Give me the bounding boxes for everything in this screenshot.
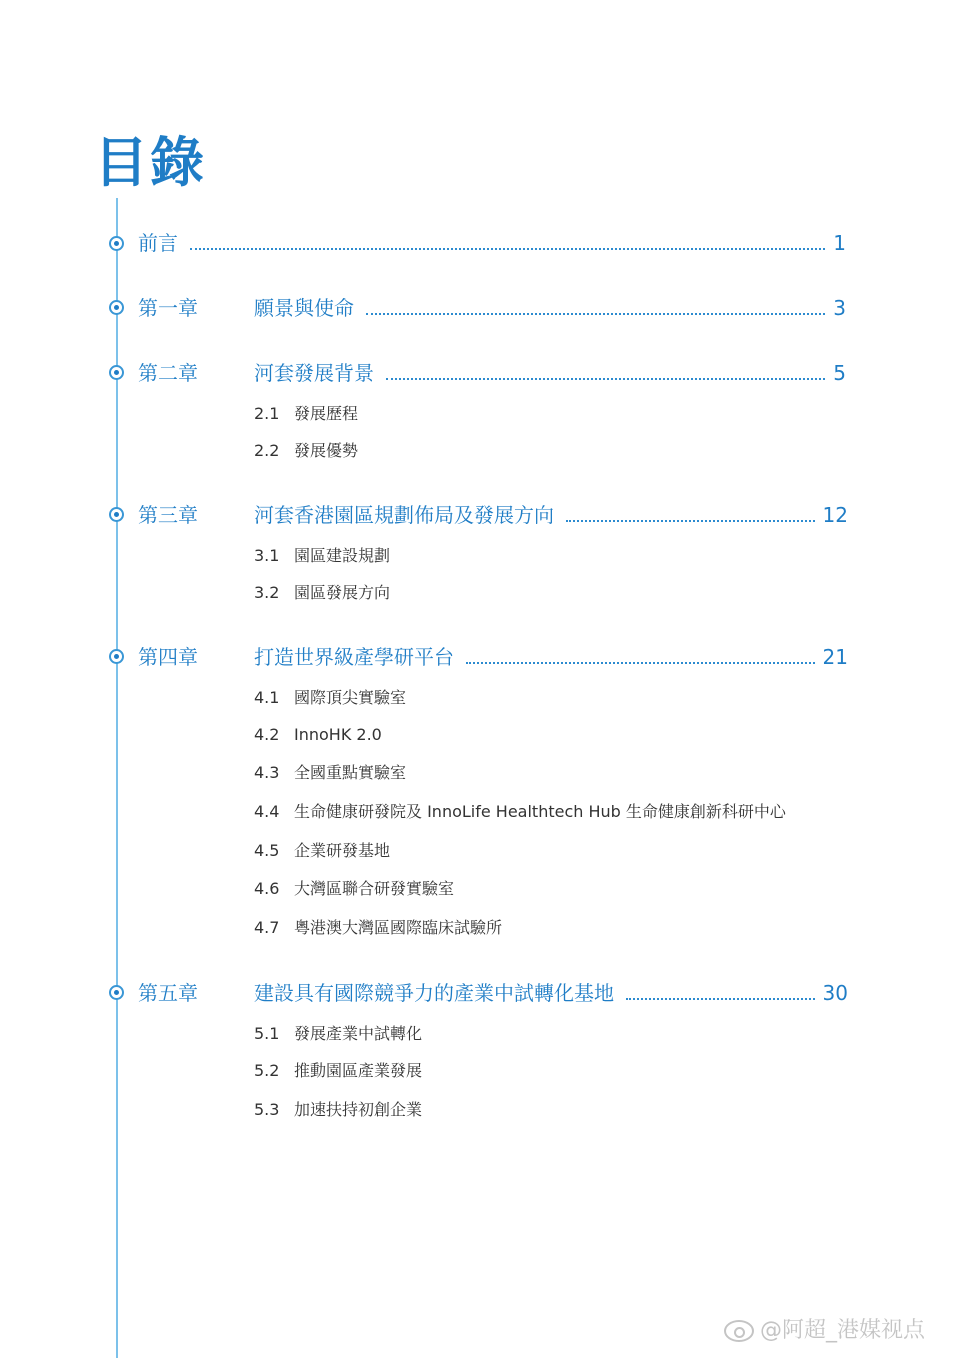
subentry-number: 3.2 — [254, 583, 280, 602]
bullet-icon — [109, 365, 124, 380]
entry-title: 打造世界級產學研平台 — [254, 645, 454, 669]
bullet-icon — [109, 236, 124, 251]
subentry-text: 粵港澳大灣區國際臨床試驗所 — [294, 918, 503, 937]
chapter-label: 第五章 — [138, 981, 198, 1005]
bullet-icon — [109, 985, 124, 1000]
dot-leader — [626, 998, 815, 1000]
toc-subentry[interactable] — [254, 878, 454, 900]
subentry-number: 4.5 — [254, 841, 280, 860]
toc-subentry[interactable] — [254, 1023, 422, 1045]
toc-subentry[interactable] — [254, 840, 390, 862]
subentry-text: 大灣區聯合研發實驗室 — [294, 879, 455, 898]
bullet-icon — [109, 507, 124, 522]
subentry-number: 4.2 — [254, 725, 280, 744]
chapter-label: 第一章 — [138, 296, 198, 320]
subentry-text: 企業研發基地 — [294, 841, 391, 860]
toc-subentry[interactable] — [254, 724, 382, 746]
dot-leader — [190, 248, 825, 250]
entry-page: 21 — [822, 645, 848, 669]
toc-subentry[interactable] — [254, 917, 502, 939]
entry-title: 建設具有國際競爭力的產業中試轉化基地 — [254, 981, 614, 1005]
subentry-number: 5.3 — [254, 1100, 280, 1119]
subentry-text: 發展產業中試轉化 — [294, 1024, 423, 1043]
page-title: 目錄 — [94, 131, 206, 194]
subentry-text: 園區建設規劃 — [294, 546, 391, 565]
dot-leader — [466, 662, 815, 664]
toc-entry-chapter-2[interactable] — [254, 359, 846, 387]
subentry-text: 發展優勢 — [294, 441, 359, 460]
subentry-number: 5.1 — [254, 1024, 280, 1043]
entry-page: 12 — [822, 503, 848, 527]
chapter-label: 第二章 — [138, 361, 198, 385]
toc-subentry[interactable] — [254, 687, 406, 709]
entry-page: 1 — [833, 231, 846, 255]
toc-entry-chapter-4[interactable] — [254, 643, 848, 671]
toc-entry-preface[interactable] — [138, 229, 846, 257]
entry-title: 河套發展背景 — [254, 361, 374, 385]
subentry-number: 4.4 — [254, 802, 280, 821]
dot-leader — [386, 378, 825, 380]
subentry-text: InnoHK 2.0 — [294, 725, 382, 744]
toc-subentry[interactable] — [254, 1060, 422, 1082]
toc-entry-chapter-5[interactable] — [254, 979, 848, 1007]
subentry-number: 2.1 — [254, 404, 280, 423]
subentry-text: 加速扶持初創企業 — [294, 1100, 423, 1119]
subentry-number: 4.3 — [254, 763, 280, 782]
entry-title: 願景與使命 — [254, 296, 354, 320]
toc-entry-chapter-1[interactable] — [254, 294, 846, 322]
weibo-icon — [724, 1320, 754, 1342]
toc-subentry[interactable] — [254, 440, 358, 462]
entry-title: 前言 — [138, 231, 178, 255]
dot-leader — [566, 520, 815, 522]
bullet-icon — [109, 300, 124, 315]
toc-subentry[interactable] — [254, 403, 358, 425]
subentry-text: 推動園區產業發展 — [294, 1061, 423, 1080]
toc-subentry[interactable] — [254, 762, 406, 784]
subentry-number: 4.6 — [254, 879, 280, 898]
toc-subentry[interactable] — [254, 545, 390, 567]
toc-entry-chapter-3[interactable] — [254, 501, 848, 529]
entry-page: 5 — [833, 361, 846, 385]
subentry-number: 5.2 — [254, 1061, 280, 1080]
entry-page: 3 — [833, 296, 846, 320]
subentry-number: 4.1 — [254, 688, 280, 707]
watermark — [724, 1316, 925, 1346]
entry-page: 30 — [822, 981, 848, 1005]
subentry-text: 生命健康研發院及 InnoLife Healthtech Hub 生命健康創新科研中心 — [294, 802, 786, 821]
bullet-icon — [109, 649, 124, 664]
subentry-text: 全國重點實驗室 — [294, 763, 407, 782]
watermark-text: @阿超_港媒视点 — [760, 1318, 926, 1343]
chapter-label: 第四章 — [138, 645, 198, 669]
subentry-number: 3.1 — [254, 546, 280, 565]
dot-leader — [366, 313, 825, 315]
chapter-label: 第三章 — [138, 503, 198, 527]
toc-subentry[interactable] — [254, 1099, 422, 1121]
subentry-text: 發展歷程 — [294, 404, 359, 423]
subentry-number: 2.2 — [254, 441, 280, 460]
entry-title: 河套香港園區規劃佈局及發展方向 — [254, 503, 554, 527]
subentry-number: 4.7 — [254, 918, 280, 937]
toc-subentry[interactable] — [254, 801, 786, 823]
subentry-text: 園區發展方向 — [294, 583, 391, 602]
toc-subentry[interactable] — [254, 582, 390, 604]
subentry-text: 國際頂尖實驗室 — [294, 688, 407, 707]
